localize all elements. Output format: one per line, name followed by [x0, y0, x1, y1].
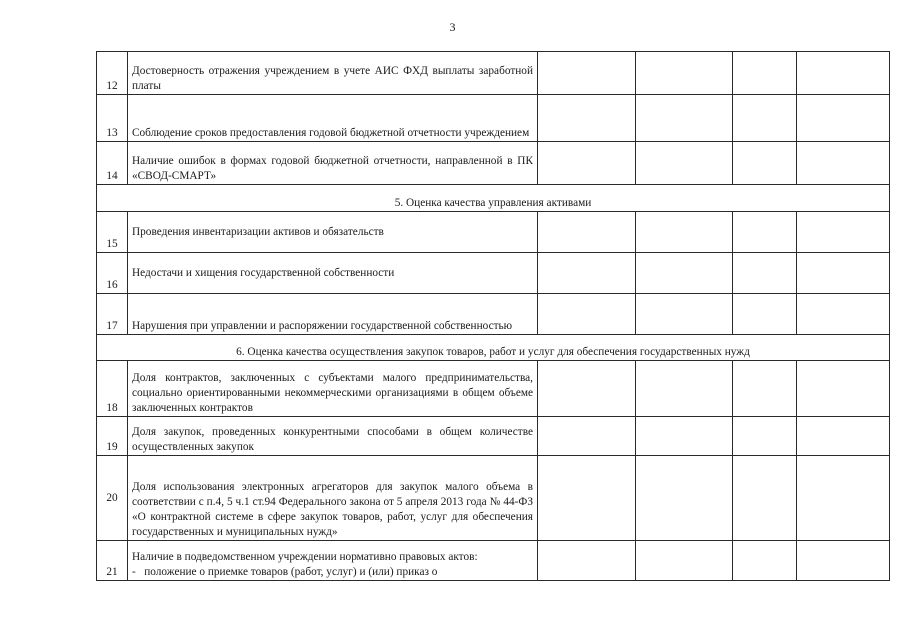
empty-cell — [797, 361, 890, 417]
criterion-text: Соблюдение сроков предоставления годовой бюджетной отчетности учреждением — [128, 95, 538, 142]
empty-cell — [538, 253, 636, 294]
empty-cell — [636, 361, 733, 417]
criterion-text: Доля контрактов, заключенных с субъектами малого предпринимательства, социально ориентированными некоммерческими организациями в общем объеме заключенных контрактов — [128, 361, 538, 417]
assessment-table — [96, 51, 890, 581]
empty-cell — [636, 212, 733, 253]
criterion-text: Достоверность отражения учреждением в учете АИС ФХД выплаты заработной платы — [128, 52, 538, 95]
table-row — [97, 361, 890, 417]
empty-cell — [636, 417, 733, 456]
table-row — [97, 294, 890, 335]
empty-cell — [538, 456, 636, 541]
section-heading: 6. Оценка качества осуществления закупок товаров, работ и услуг для обеспечения государственных нужд — [97, 335, 890, 361]
criterion-text: Проведения инвентаризации активов и обязательств — [128, 212, 538, 253]
table-row — [97, 541, 890, 581]
empty-cell — [733, 142, 797, 185]
empty-cell — [538, 142, 636, 185]
empty-cell — [636, 294, 733, 335]
empty-cell — [538, 541, 636, 581]
empty-cell — [733, 52, 797, 95]
criterion-text: Наличие ошибок в формах годовой бюджетной отчетности, направленной в ПК «СВОД-СМАРТ» — [128, 142, 538, 185]
empty-cell — [733, 417, 797, 456]
empty-cell — [797, 95, 890, 142]
empty-cell — [538, 361, 636, 417]
row-number: 15 — [97, 212, 128, 253]
empty-cell — [538, 212, 636, 253]
empty-cell — [636, 142, 733, 185]
criterion-text: Недостачи и хищения государственной собственности — [128, 253, 538, 294]
row-number: 12 — [97, 52, 128, 95]
table-row — [97, 417, 890, 456]
empty-cell — [733, 253, 797, 294]
empty-cell — [797, 212, 890, 253]
table-row — [97, 253, 890, 294]
empty-cell — [636, 541, 733, 581]
criterion-text-line: - положение о приемке товаров (работ, услуг) и (или) приказ о — [132, 566, 438, 578]
empty-cell — [733, 294, 797, 335]
row-number: 16 — [97, 253, 128, 294]
empty-cell — [733, 456, 797, 541]
empty-cell — [538, 52, 636, 95]
section-heading: 5. Оценка качества управления активами — [97, 185, 890, 212]
criterion-text — [128, 541, 538, 581]
row-number: 17 — [97, 294, 128, 335]
empty-cell — [636, 52, 733, 95]
empty-cell — [797, 253, 890, 294]
page-number: 3 — [449, 20, 456, 34]
table-row — [97, 212, 890, 253]
row-number: 13 — [97, 95, 128, 142]
empty-cell — [797, 142, 890, 185]
empty-cell — [797, 456, 890, 541]
row-number: 21 — [97, 541, 128, 581]
empty-cell — [538, 95, 636, 142]
row-number: 20 — [97, 456, 128, 541]
empty-cell — [797, 294, 890, 335]
table-row — [97, 52, 890, 95]
empty-cell — [733, 95, 797, 142]
empty-cell — [797, 541, 890, 581]
criterion-text: Доля закупок, проведенных конкурентными способами в общем количестве осуществленных закупок — [128, 417, 538, 456]
section-row — [97, 335, 890, 361]
empty-cell — [797, 52, 890, 95]
table-row — [97, 95, 890, 142]
empty-cell — [636, 456, 733, 541]
table-row — [97, 456, 890, 541]
empty-cell — [538, 294, 636, 335]
table-row — [97, 142, 890, 185]
row-number: 14 — [97, 142, 128, 185]
empty-cell — [733, 541, 797, 581]
empty-cell — [538, 417, 636, 456]
empty-cell — [797, 417, 890, 456]
empty-cell — [733, 361, 797, 417]
criterion-text: Доля использования электронных агрегаторов для закупок малого объема в соответствии с п.4, 5 ч.1 ст.94 Федерального закона от 5 апреля 2013 года № 44-ФЗ «О контрактной системе в сфере закупок товаров, работ, услуг для обеспечения государственных и муниципальных нужд» — [128, 456, 538, 541]
criterion-text: Нарушения при управлении и распоряжении государственной собственностью — [128, 294, 538, 335]
empty-cell — [636, 95, 733, 142]
section-row — [97, 185, 890, 212]
criterion-text-line: Наличие в подведомственном учреждении нормативно правовых актов: — [132, 551, 478, 563]
row-number: 18 — [97, 361, 128, 417]
empty-cell — [636, 253, 733, 294]
empty-cell — [733, 212, 797, 253]
row-number: 19 — [97, 417, 128, 456]
